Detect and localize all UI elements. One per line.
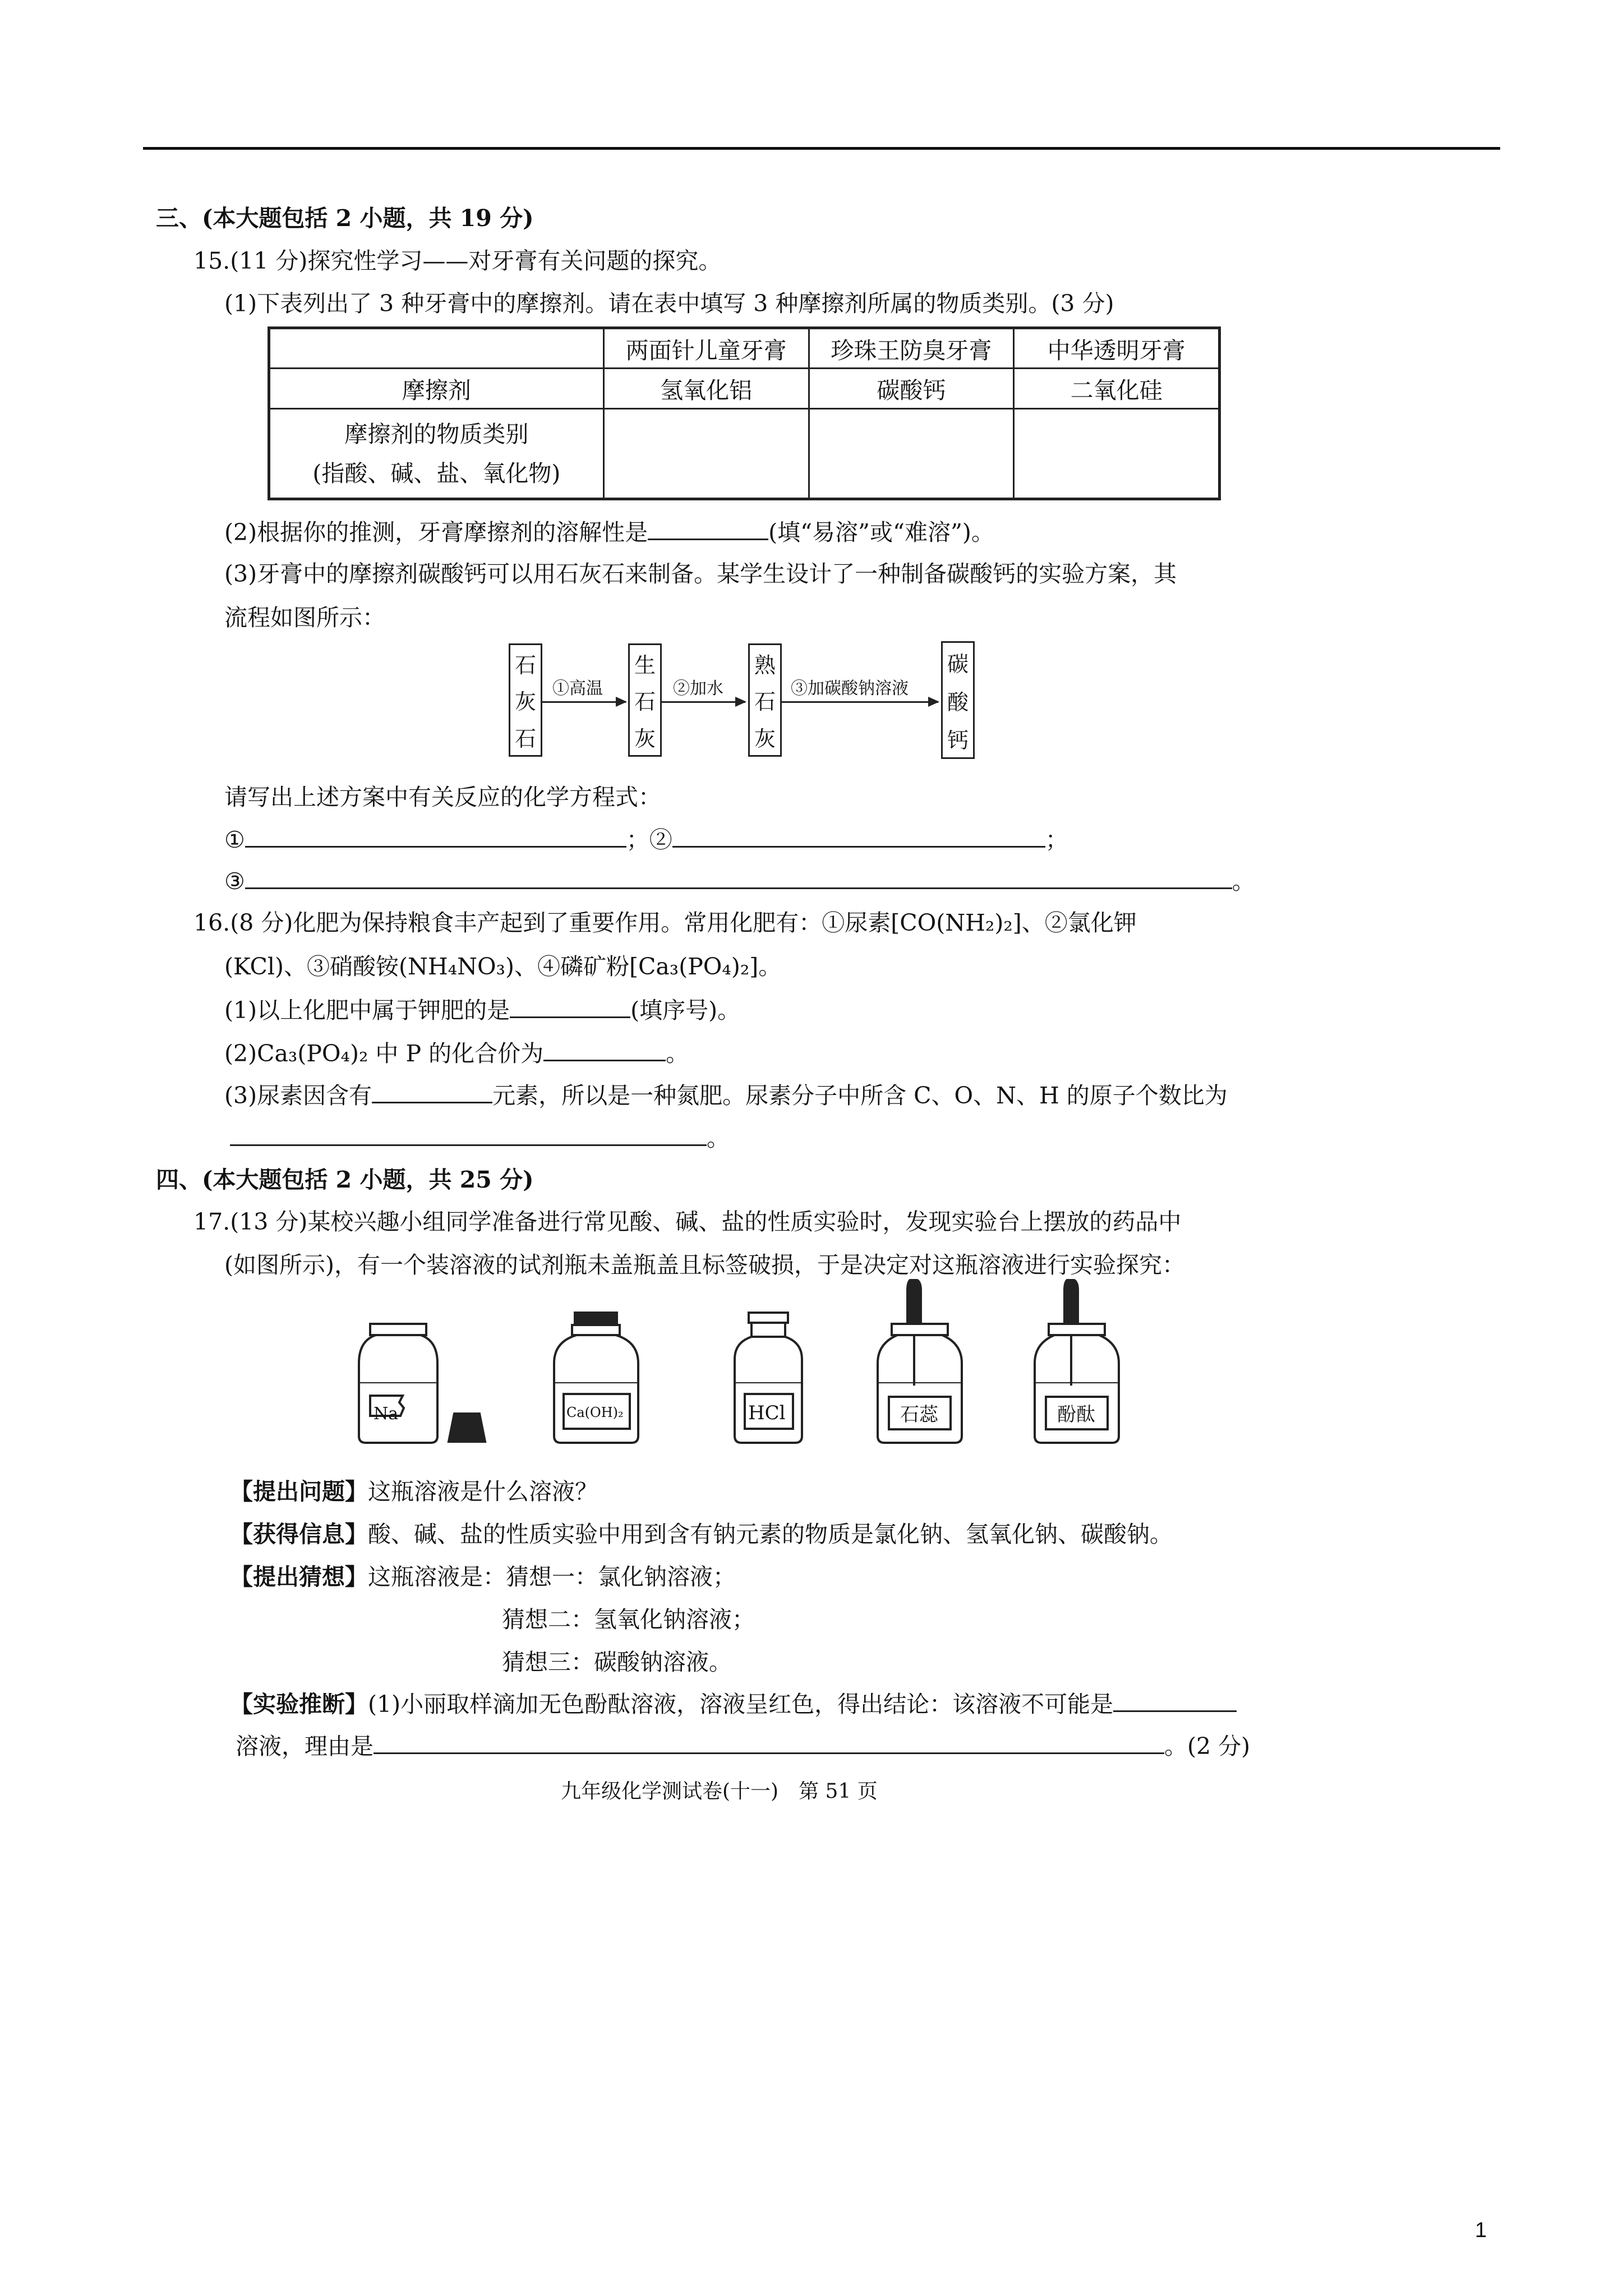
q17-guess1: 这瓶溶液是：猜想一：氯化钠溶液； (368, 1563, 736, 1590)
flow-box-limestone (509, 643, 542, 757)
flow-char: 熟 (754, 653, 776, 678)
q17-info-text: 酸、碱、盐的性质实验中用到含有钠元素的物质是氯化钠、氢氧化钠、碳酸钠。 (368, 1521, 1173, 1548)
abrasive-table (268, 326, 1221, 500)
answer-blank[interactable] (1113, 1688, 1237, 1712)
table-row-label-category (269, 409, 604, 499)
q16-part3 (224, 1077, 1228, 1110)
eq-label: ③ (224, 868, 245, 895)
table-header: 珍珠王防臭牙膏 (809, 328, 1014, 369)
q17-experiment-line2-text: 溶液，理由是 (236, 1733, 374, 1760)
answer-blank[interactable] (510, 994, 630, 1018)
flow-arrow-label: ③加碳酸钠溶液 (791, 679, 909, 698)
q17-guess (230, 1558, 736, 1591)
q17-experiment-line2-tail: 。(2 分) (1164, 1733, 1251, 1760)
flow-char: 石 (634, 689, 656, 715)
bottle-stopper-icon (449, 1414, 485, 1442)
q16-line2: (KCl)、③硝酸铵(NH₄NO₃)、④磷矿粉[Ca₃(PO₄)₂]。 (224, 953, 782, 980)
q16-part2-tail: 。 (666, 1040, 689, 1067)
flow-char: 石 (754, 689, 776, 715)
label-caoh2: Ca(OH)₂ (566, 1405, 624, 1420)
flow-char: 灰 (634, 726, 656, 751)
q17-experiment-text: (1)小丽取样滴加无色酚酞溶液，溶液呈红色，得出结论：该溶液不可能是 (368, 1691, 1114, 1718)
q16-part3-text: (3)尿素因含有 (224, 1082, 372, 1109)
equation-line-1-2 (224, 821, 1068, 854)
q15-part2-tail: (填“易溶”或“难溶”)。 (768, 519, 994, 546)
answer-blank[interactable] (648, 516, 768, 540)
bottle-caoh2-icon (554, 1313, 638, 1443)
tag-question: 【提出问题】 (230, 1478, 368, 1505)
answer-blank[interactable] (374, 1730, 1164, 1754)
flow-char: 碳 (947, 651, 969, 677)
q15-part2 (224, 514, 994, 547)
eq-punct: ； (1045, 826, 1068, 853)
q17-guess2: 猜想二：氢氧化钠溶液； (502, 1606, 755, 1633)
answer-blank[interactable] (230, 1122, 707, 1146)
bottle-na-icon (359, 1324, 437, 1443)
top-rule (143, 147, 1500, 150)
answer-blank[interactable] (672, 823, 1045, 848)
q16-part2-text: (2)Ca₃(PO₄)₂ 中 P 的化合价为 (224, 1040, 544, 1067)
label-litmus: 石蕊 (900, 1404, 938, 1426)
q16-part1-tail: (填序号)。 (630, 997, 741, 1024)
answer-blank[interactable] (245, 823, 626, 848)
q16-part1 (224, 992, 740, 1025)
q17-question (230, 1473, 598, 1506)
flow-char: 生 (634, 653, 656, 678)
eq-label: ；② (626, 826, 672, 853)
tag-experiment: 【实验推断】 (230, 1691, 368, 1718)
q17-line2: (如图所示)，有一个装溶液的试剂瓶未盖瓶盖且标签破损，于是决定对这瓶溶液进行实验探究： (224, 1251, 1185, 1278)
q16-part1-text: (1)以上化肥中属于钾肥的是 (224, 997, 510, 1024)
q16-line1: 16.(8 分)化肥为保持粮食丰产起到了重要作用。常用化肥有：①尿素[CO(NH₂)₂]、②氯化钾 (193, 909, 1137, 936)
flow-arrow (542, 701, 626, 703)
page-number: 1 (1475, 2219, 1487, 2242)
flow-arrow-label: ①高温 (552, 679, 603, 698)
table-header: 两面针儿童牙膏 (603, 328, 809, 369)
page-footer: 九年级化学测试卷(十一) 第 51 页 (561, 1780, 878, 1803)
equation-line-3 (224, 863, 1255, 896)
q17-line1: 17.(13 分)某校兴趣小组同学准备进行常见酸、碱、盐的性质实验时，发现实验台上摆放的药品中 (193, 1208, 1182, 1235)
eq-label: ① (224, 826, 245, 853)
section4-heading: 四、(本大题包括 2 小题，共 25 分) (156, 1166, 534, 1193)
answer-blank[interactable] (543, 1037, 666, 1061)
eq-punct: 。 (1232, 868, 1255, 895)
table-row-label: 摩擦剂 (269, 369, 604, 409)
reagent-bottles-illustration (336, 1279, 1166, 1464)
flow-box-slakedlime (748, 643, 782, 757)
flow-char: 石 (514, 726, 536, 751)
tag-guess: 【提出猜想】 (230, 1563, 368, 1590)
q16-part2 (224, 1035, 689, 1068)
flow-arrow-label: ②加水 (673, 679, 723, 698)
table-cell: 碳酸钙 (809, 369, 1014, 409)
label-hcl: HCl (748, 1402, 786, 1424)
label-na: Na (374, 1404, 399, 1424)
flow-char: 酸 (947, 689, 969, 715)
table-answer-cell[interactable] (809, 409, 1014, 499)
q16-part3-answer-line (230, 1120, 730, 1153)
flow-char: 钙 (947, 728, 969, 753)
q17-experiment-line2 (236, 1728, 1250, 1761)
flow-char: 灰 (754, 726, 776, 751)
equation-prompt: 请写出上述方案中有关反应的化学方程式： (224, 784, 661, 811)
flow-arrow (781, 701, 938, 703)
q15-part2-text: (2)根据你的推测，牙膏摩擦剂的溶解性是 (224, 519, 648, 546)
q17-question-text: 这瓶溶液是什么溶液？ (368, 1478, 598, 1505)
flow-char: 灰 (514, 689, 536, 715)
flow-box-quicklime (628, 643, 662, 757)
q15-stem: 15.(11 分)探究性学习——对牙膏有关问题的探究。 (193, 247, 722, 274)
tag-info: 【获得信息】 (230, 1521, 368, 1548)
table-cell: 氢氧化铝 (603, 369, 809, 409)
q15-part3-line2: 流程如图所示： (224, 604, 385, 631)
table-row-label-line1: 摩擦剂的物质类别 (344, 420, 529, 448)
q15-part3-line1: (3)牙膏中的摩擦剂碳酸钙可以用石灰石来制备。某学生设计了一种制备碳酸钙的实验方案，其 (224, 560, 1177, 587)
flow-char: 石 (514, 653, 536, 678)
flow-box-calcium-carbonate (941, 641, 975, 759)
q16-part3-end: 。 (707, 1125, 730, 1152)
q15-part1: (1)下表列出了 3 种牙膏中的摩擦剂。请在表中填写 3 种摩擦剂所属的物质类别。(3 分) (224, 290, 1114, 317)
answer-blank[interactable] (245, 865, 1232, 889)
table-answer-cell[interactable] (1014, 409, 1220, 499)
q16-part3-tail: 元素，所以是一种氮肥。尿素分子中所含 C、O、N、H 的原子个数比为 (492, 1082, 1228, 1109)
flow-arrow (661, 701, 745, 703)
q17-experiment (230, 1686, 1237, 1719)
q17-guess3: 猜想三：碳酸钠溶液。 (502, 1649, 732, 1676)
answer-blank[interactable] (372, 1079, 492, 1103)
table-corner-cell (269, 328, 604, 369)
table-cell: 二氧化硅 (1014, 369, 1220, 409)
table-row-label-line2: (指酸、碱、盐、氧化物) (312, 459, 561, 487)
label-phenolphthalein: 酚酞 (1057, 1404, 1095, 1426)
section3-heading: 三、(本大题包括 2 小题，共 19 分) (156, 205, 534, 232)
table-answer-cell[interactable] (603, 409, 809, 499)
q17-info (230, 1516, 1173, 1549)
table-header: 中华透明牙膏 (1014, 328, 1220, 369)
